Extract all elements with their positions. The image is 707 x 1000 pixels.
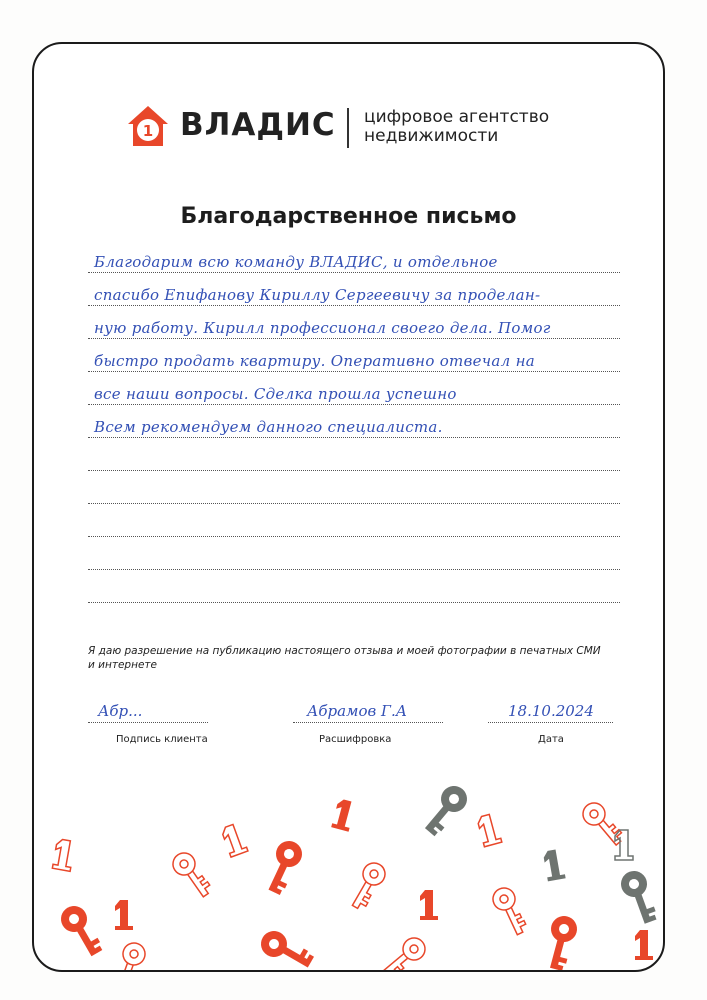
- letter-title: Благодарственное письмо: [180, 204, 517, 229]
- writing-line: [88, 306, 620, 339]
- brand-logo: [126, 104, 336, 148]
- handwritten-text: все наши вопросы. Сделка прошла успешно: [94, 385, 457, 403]
- digit-one-icon: [52, 839, 75, 872]
- digit-one-icon: [477, 813, 502, 847]
- brand-tagline: [364, 108, 549, 146]
- writing-line: [88, 471, 620, 504]
- writing-line: [88, 240, 620, 273]
- key-icon: [169, 849, 215, 902]
- writing-line: [88, 537, 620, 570]
- digit-one-icon: [543, 849, 566, 882]
- writing-line: [88, 405, 620, 438]
- digit-one-icon: [420, 890, 438, 920]
- digit-one-icon: [115, 900, 133, 930]
- handwritten-lines: [88, 240, 620, 603]
- handwritten-text: ную работу. Кирилл профессионал своего дела. Помог: [94, 319, 551, 337]
- digit-one-icon: [221, 823, 248, 857]
- tagline-line-1: цифровое агентство: [364, 107, 550, 127]
- transcription-text: Абрамов Г.А: [307, 702, 408, 720]
- key-icon: [56, 901, 106, 961]
- digit-one-icon: [615, 830, 633, 860]
- key-icon: [541, 913, 580, 972]
- digit-one-icon: [635, 930, 653, 960]
- transcription-caption: Расшифровка: [319, 734, 392, 745]
- key-icon: [260, 837, 306, 897]
- key-icon: [418, 781, 473, 839]
- tagline-line-2: недвижимости: [364, 126, 499, 146]
- date-caption: Дата: [538, 734, 564, 745]
- key-icon: [256, 926, 316, 972]
- date-line: [488, 722, 613, 723]
- brand-name: ВЛАДИС: [180, 107, 336, 143]
- writing-line: [88, 339, 620, 372]
- logo-digit: 1: [142, 122, 154, 140]
- key-icon: [378, 934, 430, 972]
- client-signature-caption: Подпись клиента: [116, 734, 208, 745]
- handwritten-text: Всем рекомендуем данного специалиста.: [94, 418, 443, 436]
- signature-line: [88, 722, 208, 723]
- letter-card: [32, 42, 665, 972]
- key-icon: [345, 859, 389, 912]
- key-icon: [489, 884, 530, 938]
- house-logo-icon: [126, 104, 170, 148]
- writing-line: [88, 438, 620, 471]
- handwritten-text: Благодарим всю команду ВЛАДИС, и отдельное: [94, 253, 498, 271]
- writing-line: [88, 504, 620, 537]
- transcription-line: [293, 722, 443, 723]
- digit-one-icon: [331, 798, 356, 832]
- client-signature: Абр...: [98, 702, 143, 720]
- logo-divider: [347, 108, 349, 148]
- key-pattern-decoration: [34, 744, 665, 972]
- handwritten-text: быстро продать квартиру. Оперативно отвечал на: [94, 352, 536, 370]
- writing-line: [88, 570, 620, 603]
- writing-line: [88, 273, 620, 306]
- consent-text: Я даю разрешение на публикацию настоящего отзыва и моей фотографии в печатных СМИ и интернете: [88, 645, 601, 671]
- date-text: 18.10.2024: [508, 702, 594, 720]
- key-icon: [111, 940, 148, 972]
- handwritten-text: спасибо Епифанову Кириллу Сергеевичу за проделан-: [94, 286, 541, 304]
- key-icon: [617, 867, 660, 927]
- writing-line: [88, 372, 620, 405]
